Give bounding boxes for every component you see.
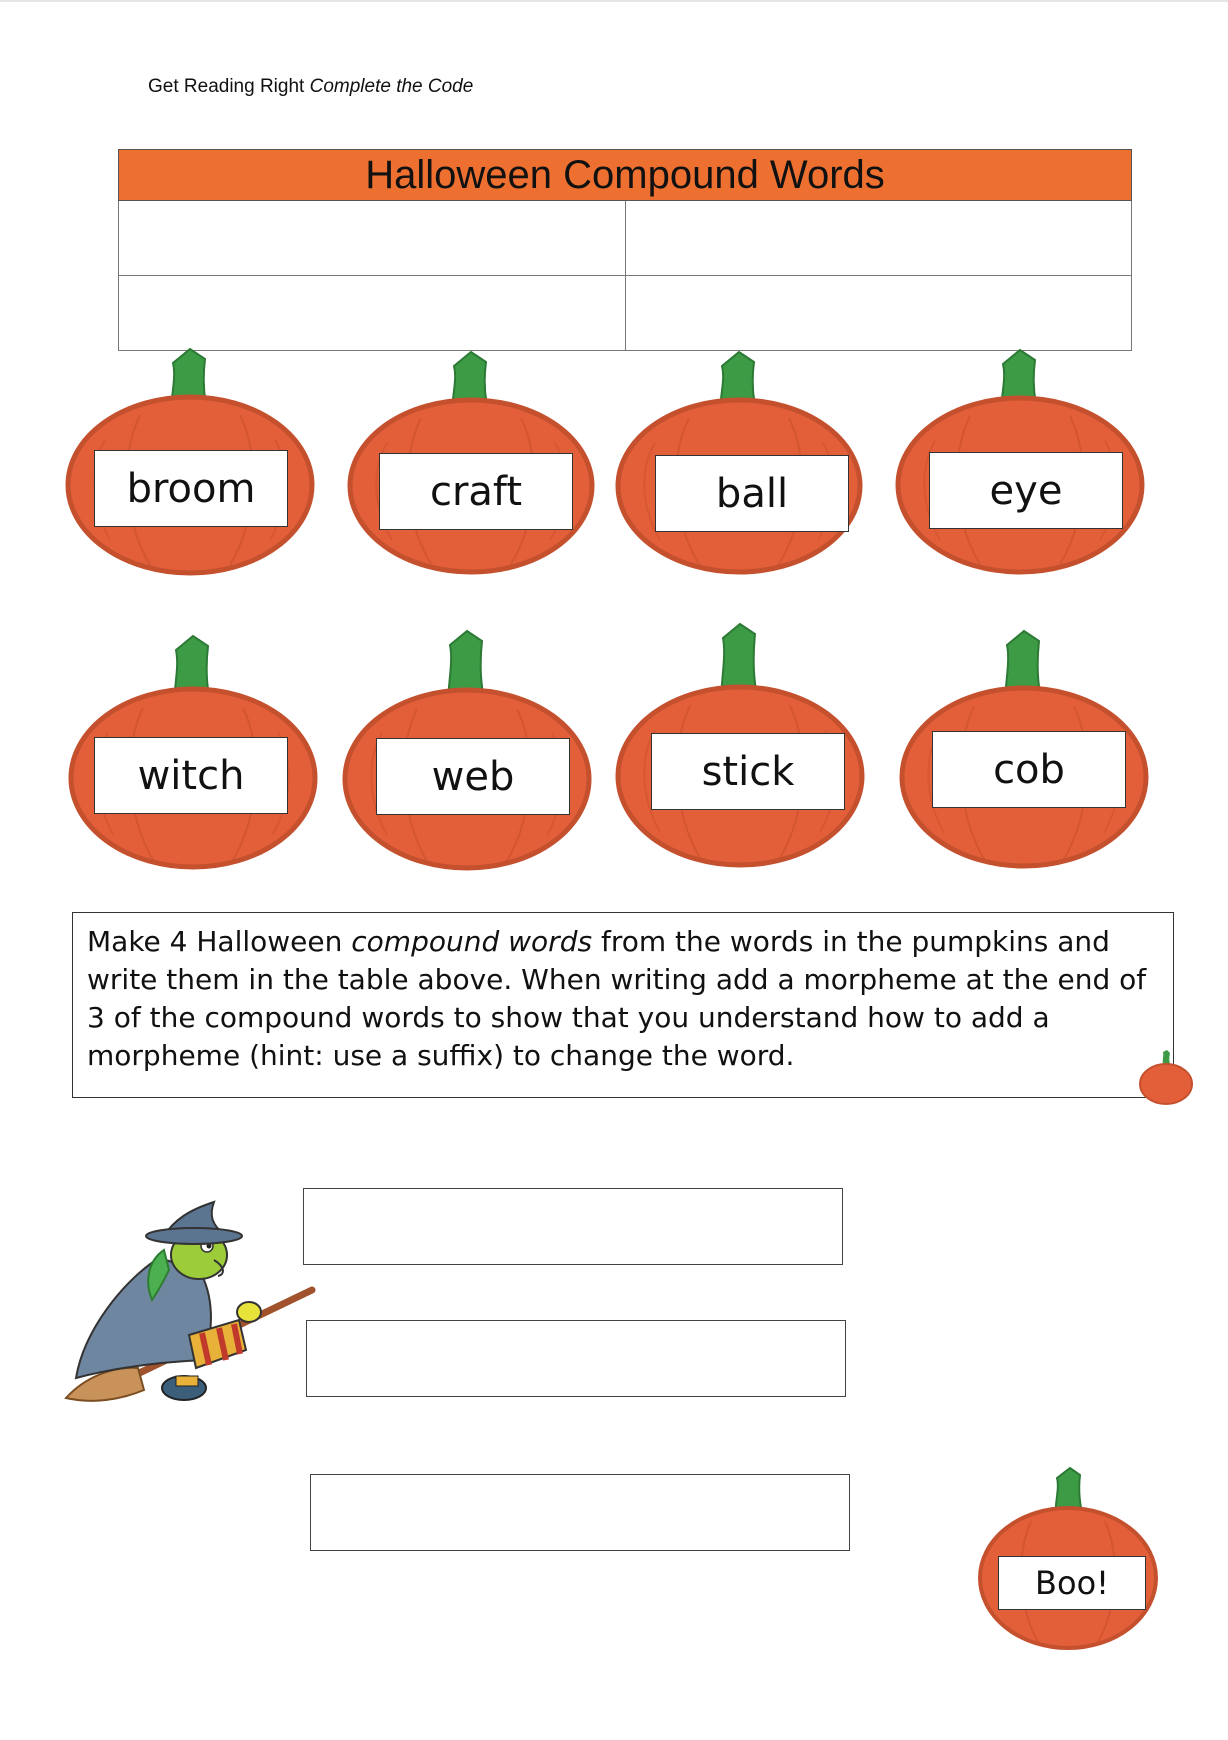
answer-box-2[interactable] [306,1320,846,1397]
table-row [119,201,1132,276]
top-rule [0,0,1228,2]
pumpkin-broom [65,345,315,575]
answer-cell[interactable] [119,276,626,351]
witch-on-broom-icon [64,1200,318,1420]
table-row [119,276,1132,351]
pumpkin-ball [615,348,863,574]
boo-card: Boo! [998,1556,1146,1610]
answer-box-3[interactable] [310,1474,850,1551]
pumpkin-stick [615,620,865,868]
word-card: witch [94,737,288,814]
answer-box-1[interactable] [303,1188,843,1265]
word-card: craft [379,453,573,530]
pumpkin-witch [68,632,318,870]
instructions-text-2: from the words in the pumpkins and write them in the table above. When writing add a morpheme at the end of 3 of the compound words to show that you understand how to add a morpheme (hint: use a suffix) to change the word. [87,925,1147,1072]
word-card: web [376,738,570,815]
pumpkin-icon [1138,1050,1194,1106]
table-title: Halloween Compound Words [119,150,1132,201]
answer-cell[interactable] [625,201,1132,276]
pumpkin-web [342,627,592,871]
word-card: cob [932,731,1126,808]
compound-words-table [118,149,1132,351]
word-card: eye [929,452,1123,529]
pumpkin-craft [347,348,595,574]
small-pumpkin-decoration [1138,1050,1194,1106]
answer-cell[interactable] [625,276,1132,351]
header-prefix: Get Reading Right [148,76,305,97]
pumpkin-cob [899,627,1149,869]
header-italic: Complete the Code [309,76,474,97]
word-card: stick [651,733,845,810]
instructions-box [72,912,1174,1098]
worksheet-header [148,76,473,98]
answer-cell[interactable] [119,201,626,276]
pumpkin-eye [895,346,1145,574]
word-card: broom [94,450,288,527]
pumpkin-boo [976,1466,1160,1650]
instructions-italic: compound words [351,925,593,958]
instructions-text-1: Make 4 Halloween [87,925,352,958]
word-card: ball [655,455,849,532]
